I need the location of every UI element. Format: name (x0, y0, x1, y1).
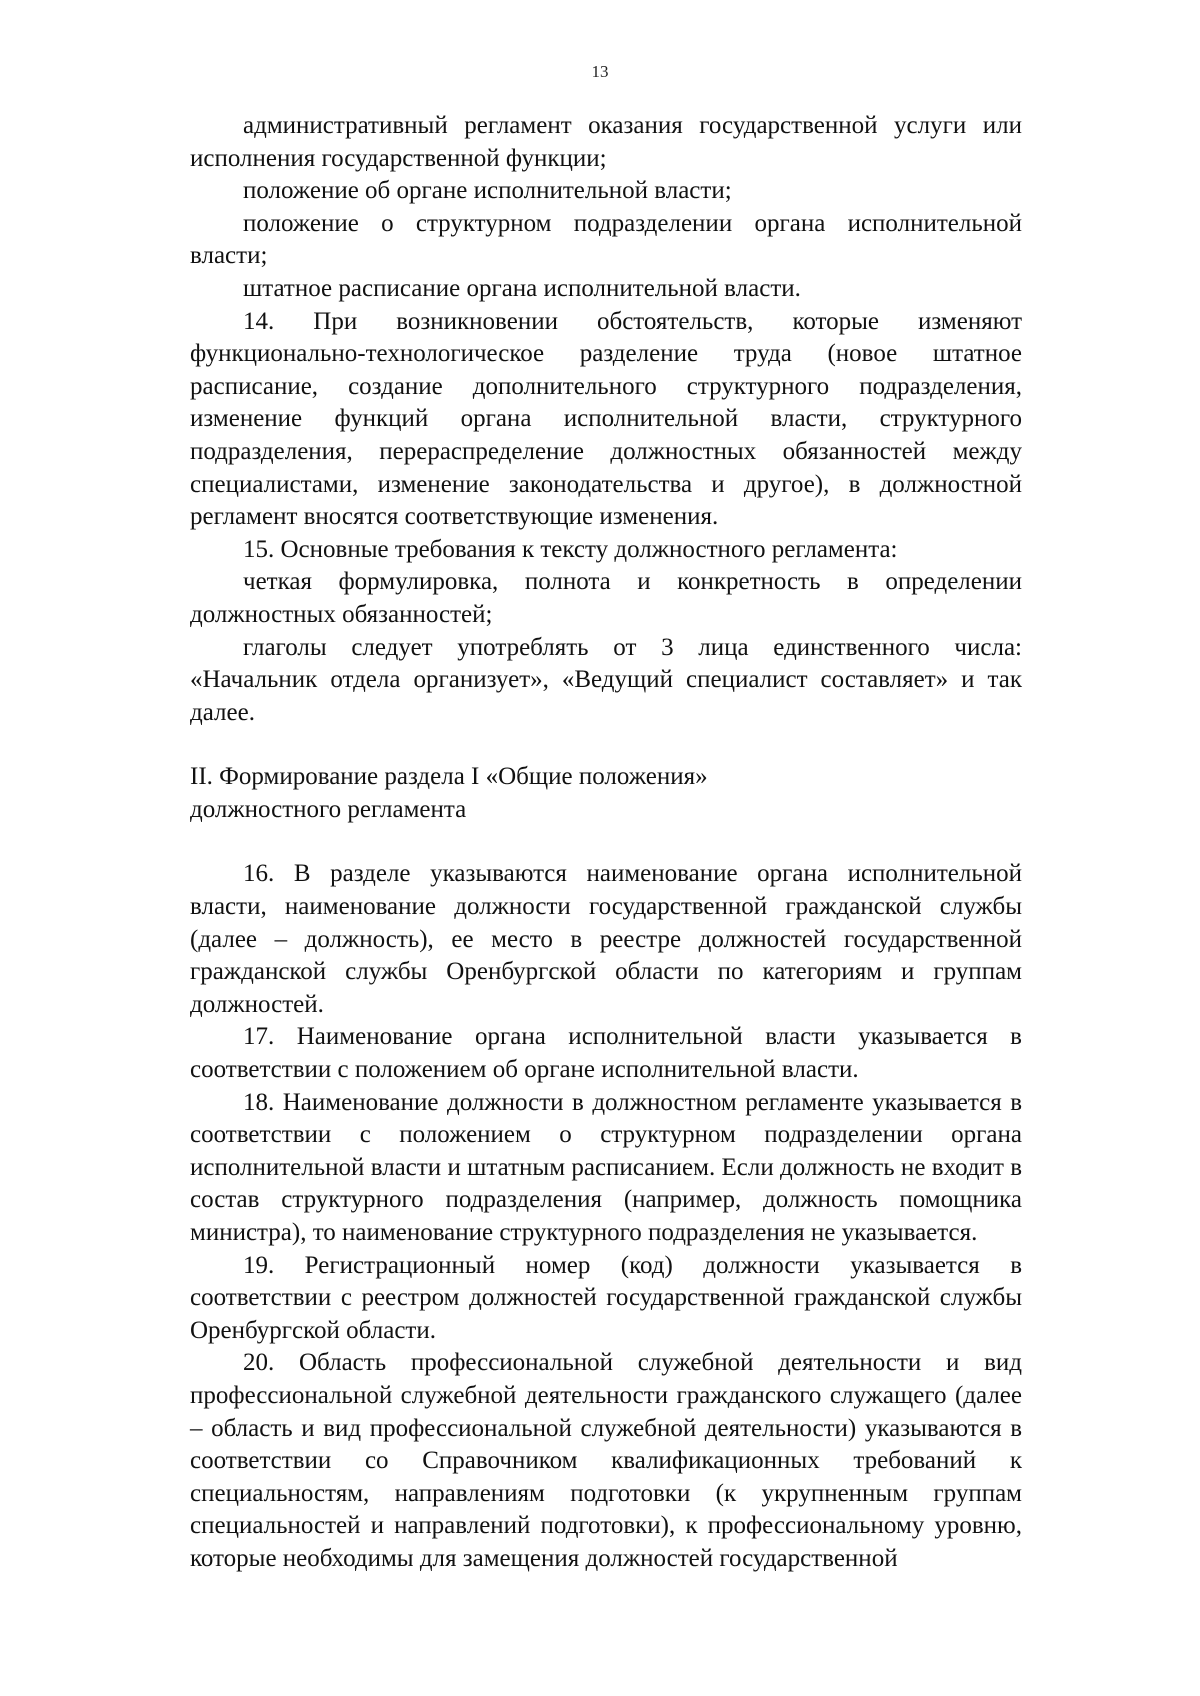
section-title (190, 761, 1022, 826)
paragraph: положение об органе исполнительной власти; (243, 177, 732, 205)
paragraph-14: 14. При возникновении обстоятельств, которые изменяют функционально-технологическое разделение труда (новое штатное расписание, создание дополнительного структурного подразделения, изменение функций органа исполнительной власти, структурного подразделения, перераспределение должностных обязанностей между специалистами, изменение законодательства и другое), в должностной регламент вносятся соответствующие изменения. (190, 307, 1022, 531)
paragraph-19: 19. Регистрационный номер (код) должности указывается в соответствии с реестром должностей государственной гражданской службы Оренбургской области. (190, 1251, 1022, 1344)
paragraph: положение о структурном подразделении органа исполнительной власти; (190, 209, 1022, 270)
paragraph: четкая формулировка, полнота и конкретность в определении должностных обязанностей; (190, 568, 1022, 628)
paragraph-16: 16. В разделе указываются наименование органа исполнительной власти, наименование должности государственной гражданской службы (далее – должность), ее место в реестре должностей государственной гражданской службы Оренбургской области по категориям и группам должностей. (190, 860, 1022, 1018)
paragraph-18: 18. Наименование должности в должностном регламенте указывается в соответствии с положением о структурном подразделении органа исполнительной власти и штатным расписанием. Если должность не входит в состав структурного подразделения (например, должность помощника министра), то наименование структурного подразделения не указывается. (190, 1088, 1022, 1246)
paragraph-20: 20. Область профессиональной служебной деятельности и вид профессиональной служебной деятельности гражданского служащего (далее – область и вид профессиональной служебной деятельности) указываются в соответствии со Справочником квалификационных требований к специальностям, направлениям подготовки (к укрупненным группам специальностей и направлений подготовки), к профессиональному уровню, которые необходимы для замещения должностей государственной (190, 1349, 1022, 1572)
document-body (190, 110, 1022, 1576)
paragraph-17: 17. Наименование органа исполнительной власти указывается в соответствии с положением об органе исполнительной власти. (190, 1023, 1022, 1084)
section-title-line-1: II. Формирование раздела I «Общие положения» (190, 763, 708, 791)
page-number: 13 (591, 62, 609, 81)
section-title-line-2: должностного регламента (190, 795, 467, 823)
paragraph: глаголы следует употреблять от 3 лица единственного числа: «Начальник отдела организует», «Ведущий специалист составляет» и так далее. (190, 633, 1022, 726)
paragraph-15: 15. Основные требования к тексту должностного регламента: (243, 535, 898, 563)
paragraph: административный регламент оказания государственной услуги или исполнения государственной функции; (190, 112, 1022, 172)
paragraph: штатное расписание органа исполнительной власти. (243, 274, 801, 302)
